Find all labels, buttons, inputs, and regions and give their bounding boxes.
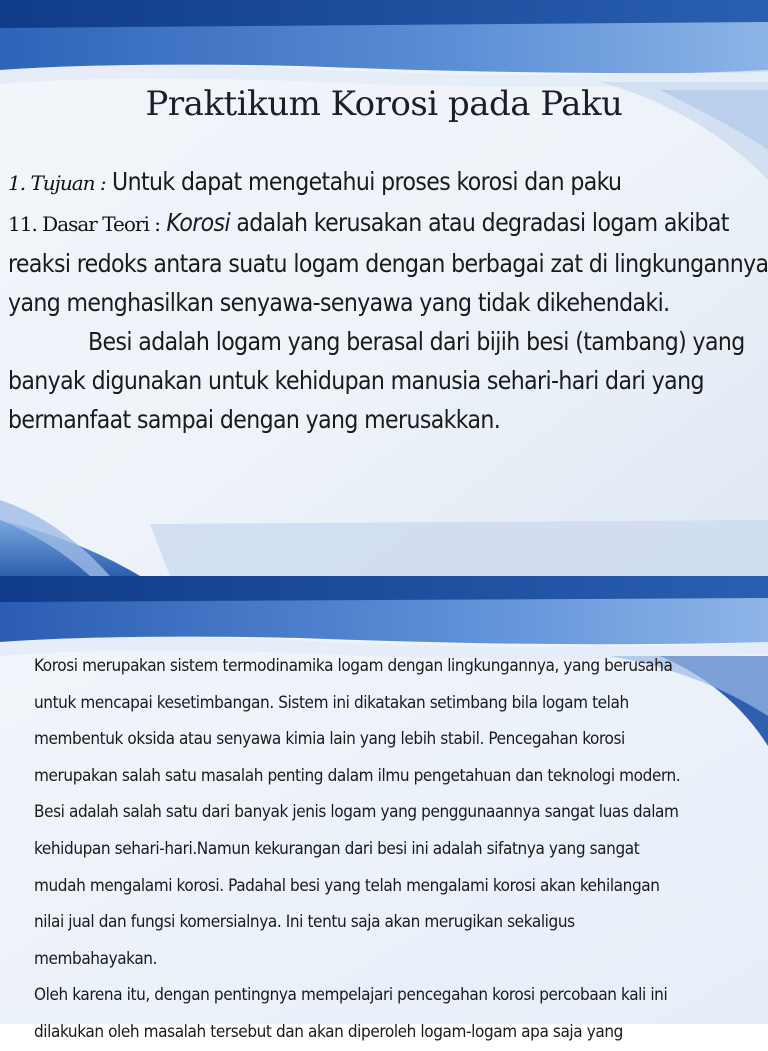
dasar-teori-line-1-rest: adalah kerusakan atau degradasi logam akibat xyxy=(229,208,729,237)
paragraph-line: mudah mengalami korosi. Padahal besi yang telah mengalami korosi akan kehilangan xyxy=(34,875,660,896)
tujuan-text: Untuk dapat mengetahui proses korosi dan paku xyxy=(105,167,622,196)
slide-title: Praktikum Korosi pada Paku xyxy=(145,84,623,124)
paragraph-line: membentuk oksida atau senyawa kimia lain yang lebih stabil. Pencegahan korosi xyxy=(34,729,625,750)
dasar-teori-line-6: bermanfaat sampai dengan yang merusakkan. xyxy=(8,405,501,434)
tujuan-line xyxy=(8,162,766,203)
dasar-teori-line-5: banyak digunakan untuk kehidupan manusia sehari-hari dari yang xyxy=(8,366,704,395)
paragraph-line: untuk mencapai kesetimbangan. Sistem ini dikatakan setimbang bila logam telah xyxy=(34,692,629,713)
slide-2 xyxy=(0,576,768,1042)
korosi-term: Korosi xyxy=(166,208,230,237)
dasar-teori-line-2: reaksi redoks antara suatu logam dengan berbagai zat di lingkungannya xyxy=(8,249,768,278)
paragraph-line: kehidupan sehari-hari.Namun kekurangan dari besi ini adalah sifatnya yang sangat xyxy=(34,838,640,859)
paragraph-line: merupakan salah satu masalah penting dalam ilmu pengetahuan dan teknologi modern. xyxy=(34,765,681,786)
paragraph-line: dilakukan oleh masalah tersebut dan akan diperoleh logam-logam apa saja yang xyxy=(34,1021,623,1042)
dasar-teori-label: 11. Dasar Teori : xyxy=(8,212,160,236)
dasar-teori-line-3: yang menghasilkan senyawa-senyawa yang tidak dikehendaki. xyxy=(8,288,670,317)
tujuan-label: 1. Tujuan : xyxy=(8,171,106,195)
paragraph-line: Oleh karena itu, dengan pentingnya mempelajari pencegahan korosi percobaan kali ini xyxy=(34,985,668,1006)
slide-2-body xyxy=(34,648,734,1051)
paragraph-line: Korosi merupakan sistem termodinamika logam dengan lingkungannya, yang berusaha xyxy=(34,656,673,676)
dasar-teori-line-4: Besi adalah logam yang berasal dari bijih besi (tambang) yang xyxy=(88,327,745,356)
paragraph-line: Besi adalah salah satu dari banyak jenis logam yang penggunaannya sangat luas dalam xyxy=(34,802,679,823)
paragraph-line: membahayakan. xyxy=(34,948,158,969)
dasar-teori-line-1 xyxy=(8,203,766,244)
slide-1-body xyxy=(8,162,766,439)
paragraph-line: nilai jual dan fungsi komersialnya. Ini tentu saja akan merugikan sekaligus xyxy=(34,912,575,933)
